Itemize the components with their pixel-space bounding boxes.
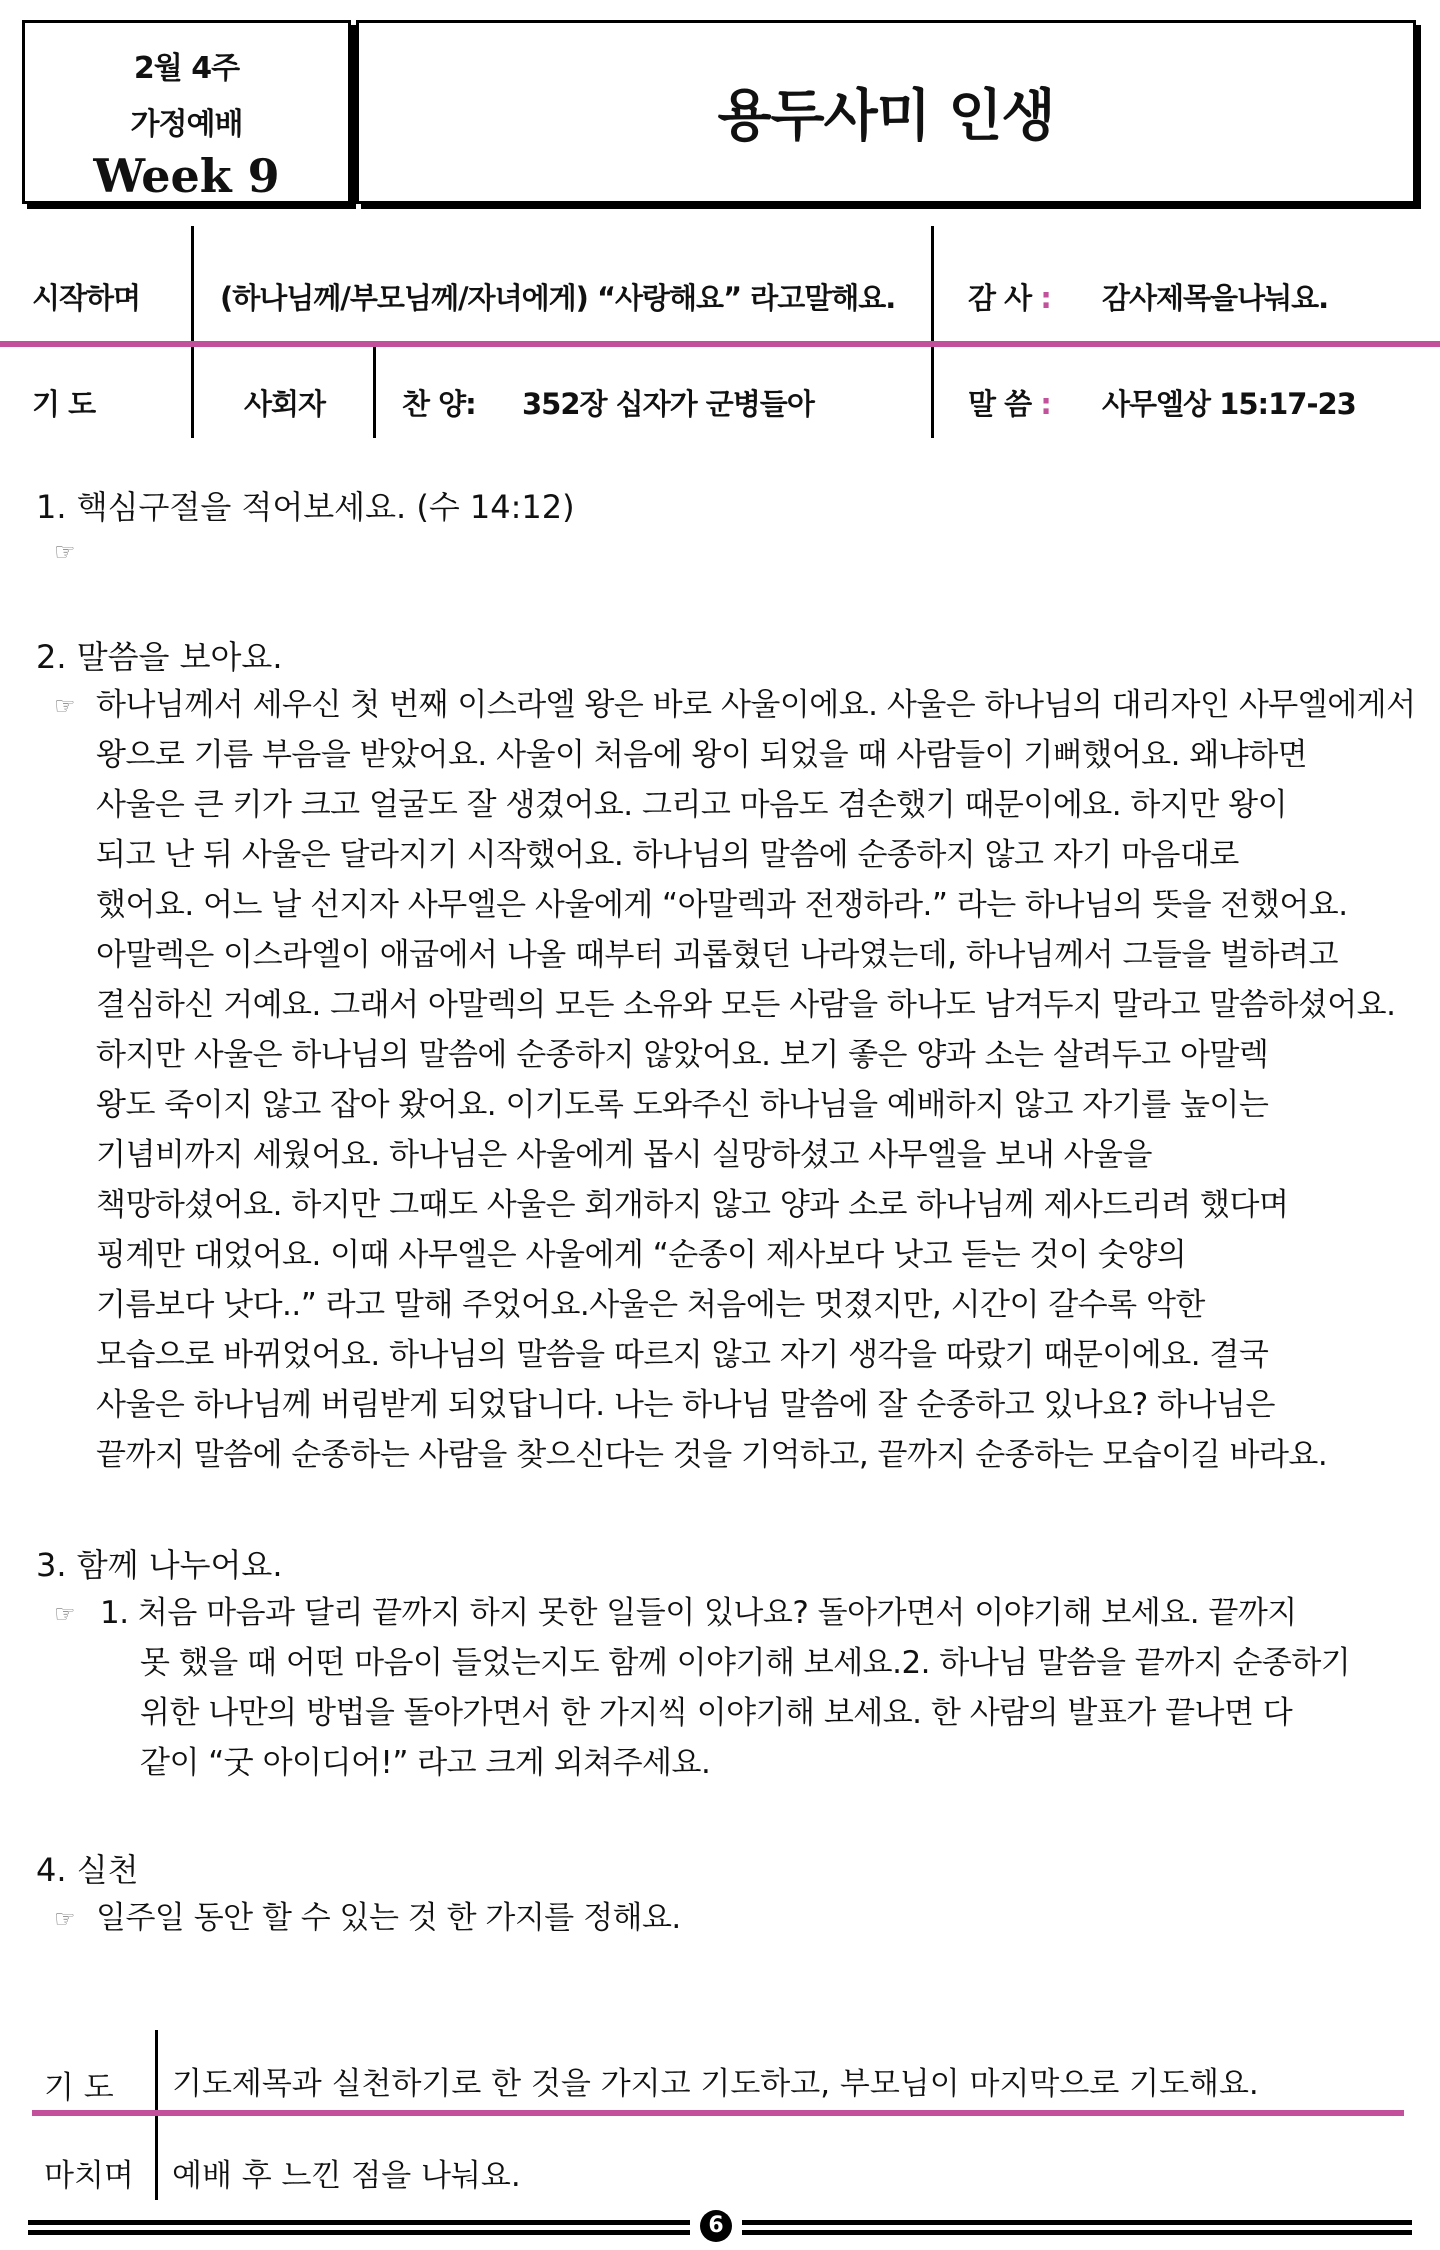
- section-1-heading: 1. 핵심구절을 적어보세요. (수 14:12): [36, 488, 575, 526]
- body-line: 왕으로 기름 부음을 받았어요. 사울이 처음에 왕이 되었을 때 사람들이 기뻐했어요. 왜냐하면: [96, 737, 1308, 773]
- pointer-icon: ☞: [54, 1905, 76, 1933]
- footer-rule-left: [28, 2220, 690, 2225]
- body-line: 같이 “굿 아이디어!” 라고 크게 외쳐주세요.: [140, 1745, 711, 1781]
- body-line: 하지만 사울은 하나님의 말씀에 순종하지 않았어요. 보기 좋은 양과 소는 살려두고 아말렉: [96, 1037, 1269, 1073]
- closing-prayer-content: 기도제목과 실천하기로 한 것을 가지고 기도하고, 부모님이 마지막으로 기도해요.: [172, 2066, 1259, 2102]
- footer-rule-right: [742, 2230, 1412, 2235]
- hymn-label: 찬 양:: [402, 387, 476, 421]
- thanks-label: [968, 276, 1051, 317]
- body-line: 모습으로 바뀌었어요. 하나님의 말씀을 따르지 않고 자기 생각을 따랐기 때문이에요. 결국: [96, 1337, 1269, 1373]
- body-line: 기름보다 낫다..” 라고 말해 주었어요.사울은 처음에는 멋졌지만, 시간이 갈수록 악한: [96, 1287, 1205, 1323]
- body-line: 했어요. 어느 날 선지자 사무엘은 사울에게 “아말렉과 전쟁하라.” 라는 하나님의 뜻을 전했어요.: [96, 887, 1348, 923]
- table-divider: [373, 344, 376, 438]
- footer-rule-right: [742, 2220, 1412, 2225]
- body-line: 아말렉은 이스라엘이 애굽에서 나올 때부터 괴롭혔던 나라였는데, 하나님께서 그들을 벌하려고: [96, 937, 1338, 973]
- word-label: [968, 382, 1051, 423]
- body-line: 하나님께서 세우신 첫 번째 이스라엘 왕은 바로 사울이에요. 사울은 하나님의 대리자인 사무엘에게서: [96, 687, 1416, 723]
- leader-label: 사회자: [244, 387, 326, 421]
- body-line: 결심하신 거예요. 그래서 아말렉의 모든 소유와 모든 사람을 하나도 남겨두지 말라고 말씀하셨어요.: [96, 987, 1396, 1023]
- title-box: [356, 20, 1416, 204]
- body-line: 왕도 죽이지 않고 잡아 왔어요. 이기도록 도와주신 하나님을 예배하지 않고 자기를 높이는: [96, 1087, 1269, 1123]
- thanks-label-text: 감 사: [968, 281, 1032, 315]
- closing-content: 예배 후 느낀 점을 나눠요.: [172, 2158, 521, 2194]
- thanks-value: 감사제목을나눠요.: [1102, 281, 1329, 315]
- body-line: 사울은 하나님께 버림받게 되었답니다. 나는 하나님 말씀에 잘 순종하고 있나요? 하나님은: [96, 1387, 1275, 1423]
- section-2-heading: 2. 말씀을 보아요.: [36, 638, 283, 676]
- body-line: 기념비까지 세웠어요. 하나님은 사울에게 몹시 실망하셨고 사무엘을 보내 사울을: [96, 1137, 1152, 1173]
- table-row-separator: [0, 341, 1440, 347]
- section-4-heading: 4. 실천: [36, 1851, 139, 1889]
- week-label: Week 9: [93, 149, 280, 203]
- body-line: 위한 나만의 방법을 돌아가면서 한 가지씩 이야기해 보세요. 한 사람의 발표가 끝나면 다: [140, 1695, 1293, 1731]
- table-divider: [931, 226, 934, 438]
- week-info-box: [22, 20, 351, 204]
- section-4-body: [96, 1893, 1416, 1943]
- week-date: 2월 4주: [133, 51, 240, 86]
- section-3-body: [100, 1588, 1420, 1788]
- table-row-separator: [32, 2110, 1404, 2116]
- body-line: 끝까지 말씀에 순종하는 사람을 찾으신다는 것을 기억하고, 끝까지 순종하는 모습이길 바라요.: [96, 1437, 1328, 1473]
- prayer-label: 기 도: [32, 387, 96, 421]
- pointer-icon: ☞: [54, 692, 76, 720]
- pointer-icon: ☞: [54, 538, 76, 566]
- word-label-text: 말 씀: [968, 387, 1032, 421]
- page-title: 용두사미 인생: [717, 84, 1055, 149]
- section-3-heading: 3. 함께 나누어요.: [36, 1546, 283, 1584]
- worship-type: 가정예배: [130, 107, 243, 142]
- word-value: 사무엘상 15:17-23: [1102, 387, 1356, 421]
- body-line: 못 했을 때 어떤 마음이 들었는지도 함께 이야기해 보세요.2. 하나님 말씀을 끝까지 순종하기: [140, 1645, 1351, 1681]
- table-divider: [191, 226, 194, 438]
- body-line: 되고 난 뒤 사울은 달라지기 시작했어요. 하나님의 말씀에 순종하지 않고 자기 마음대로: [96, 837, 1239, 873]
- body-line: 사울은 큰 키가 크고 얼굴도 잘 생겼어요. 그리고 마음도 겸손했기 때문이에요. 하지만 왕이: [96, 787, 1288, 823]
- body-line: 핑계만 대었어요. 이때 사무엘은 사울에게 “순종이 제사보다 낫고 듣는 것이 숫양의: [96, 1237, 1187, 1273]
- closing-label: 마치며: [44, 2158, 134, 2194]
- start-label: 시작하며: [32, 281, 141, 315]
- thanks-colon: :: [1040, 281, 1051, 315]
- body-line: 일주일 동안 할 수 있는 것 한 가지를 정해요.: [96, 1900, 681, 1936]
- start-content: (하나님께/부모님께/자녀에게) “사랑해요” 라고말해요.: [220, 281, 896, 315]
- section-2-body: [96, 680, 1416, 1480]
- pointer-icon: ☞: [54, 1600, 76, 1628]
- body-line: 책망하셨어요. 하지만 그때도 사울은 회개하지 않고 양과 소로 하나님께 제사드리려 했다며: [96, 1187, 1289, 1223]
- page-number: 6: [700, 2210, 732, 2242]
- footer-rule-left: [28, 2230, 690, 2235]
- word-colon: :: [1040, 387, 1051, 421]
- hymn-value: 352장 십자가 군병들아: [522, 387, 814, 421]
- body-line: 1. 처음 마음과 달리 끝까지 하지 못한 일들이 있나요? 돌아가면서 이야기해 보세요. 끝까지: [100, 1595, 1297, 1631]
- closing-prayer-label: 기 도: [44, 2070, 114, 2106]
